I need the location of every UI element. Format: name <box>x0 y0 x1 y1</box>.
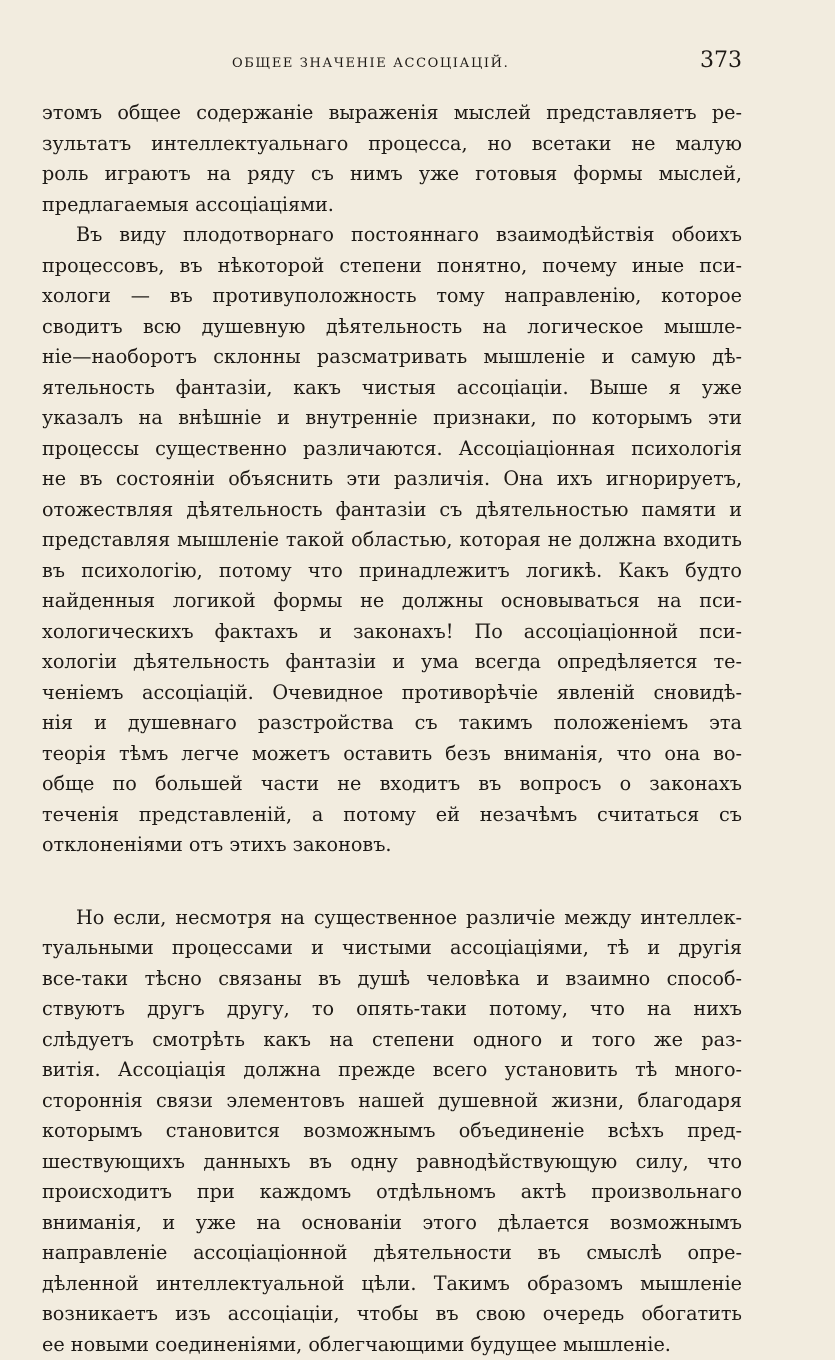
paragraph <box>42 903 742 1360</box>
text-line: отожествляя дѣятельность фантазіи съ дѣятельностью памяти и <box>42 495 742 526</box>
text-line: зультатъ интеллектуальнаго процесса, но всетаки не малую <box>42 129 742 160</box>
text-line: происходитъ при каждомъ отдѣльномъ актѣ произвольнаго <box>42 1177 742 1208</box>
text-line: этомъ общее содержаніе выраженія мыслей представляетъ ре- <box>42 98 742 129</box>
text-line: нія и душевнаго разстройства съ такимъ положеніемъ эта <box>42 708 742 739</box>
text-line: ніе—наоборотъ склонны разсматривать мышленіе и самую дѣ- <box>42 342 742 373</box>
text-line: витія. Ассоціація должна прежде всего установить тѣ много- <box>42 1055 742 1086</box>
text-line: хологическихъ фактахъ и законахъ! По ассоціаціонной пси- <box>42 617 742 648</box>
text-line: обще по большей части не входитъ въ вопросъ о законахъ <box>42 769 742 800</box>
text-line: не въ состояніи объяснить эти различія. Она ихъ игнорируетъ, <box>42 464 742 495</box>
text-line: Въ виду плодотворнаго постояннаго взаимодѣйствія обоихъ <box>42 220 742 251</box>
text-line: дѣленной интеллектуальной цѣли. Такимъ образомъ мышленіе <box>42 1269 742 1300</box>
paragraph <box>42 98 742 220</box>
text-line: вниманія, и уже на основаніи этого дѣлается возможнымъ <box>42 1208 742 1239</box>
text-line: указалъ на внѣшніе и внутренніе признаки, по которымъ эти <box>42 403 742 434</box>
text-line: стороннія связи элементовъ нашей душевной жизни, благодаря <box>42 1086 742 1117</box>
text-line: найденныя логикой формы не должны основываться на пси- <box>42 586 742 617</box>
text-line: предлагаемыя ассоціаціями. <box>42 190 742 221</box>
running-head: ОБЩЕЕ ЗНАЧЕНІЕ АССОЦІАЦІЙ. <box>232 56 509 71</box>
text-line: представляя мышленіе такой областью, которая не должна входить <box>42 525 742 556</box>
page-number: 373 <box>700 48 742 73</box>
text-line: ятельность фантазіи, какъ чистыя ассоціаціи. Выше я уже <box>42 373 742 404</box>
body-text <box>42 98 742 1360</box>
text-line: возникаетъ изъ ассоціаціи, чтобы въ свою очередь обогатить <box>42 1299 742 1330</box>
text-line: въ психологію, потому что принадлежитъ логикѣ. Какъ будто <box>42 556 742 587</box>
page-header <box>42 46 742 80</box>
text-line: ченіемъ ассоціацій. Очевидное противорѣчіе явленій сновидѣ- <box>42 678 742 709</box>
text-line: процессовъ, въ нѣкоторой степени понятно, почему иные пси- <box>42 251 742 282</box>
text-line: процессы существенно различаются. Ассоціаціонная психологія <box>42 434 742 465</box>
text-line: направленіе ассоціаціонной дѣятельности въ смыслѣ опре- <box>42 1238 742 1269</box>
text-line: сводитъ всю душевную дѣятельность на логическое мышле- <box>42 312 742 343</box>
text-line: отклоненіями отъ этихъ законовъ. <box>42 830 742 861</box>
text-line: хологіи дѣятельность фантазіи и ума всегда опредѣляется те- <box>42 647 742 678</box>
paragraph-gap <box>42 861 742 903</box>
text-line: слѣдуетъ смотрѣть какъ на степени одного и того же раз- <box>42 1025 742 1056</box>
paragraph <box>42 220 742 861</box>
text-line: все-таки тѣсно связаны въ душѣ человѣка и взаимно способ- <box>42 964 742 995</box>
text-line: теорія тѣмъ легче можетъ оставить безъ вниманія, что она во- <box>42 739 742 770</box>
text-line: Но если, несмотря на существенное различіе между интеллек- <box>42 903 742 934</box>
text-line: которымъ становится возможнымъ объединеніе всѣхъ пред- <box>42 1116 742 1147</box>
text-line: ее новыми соединеніями, облегчающими будущее мышленіе. <box>42 1330 742 1360</box>
text-line: туальными процессами и чистыми ассоціаціями, тѣ и другія <box>42 933 742 964</box>
text-line: хологи — въ противуположность тому направленію, которое <box>42 281 742 312</box>
text-line: ствуютъ другъ другу, то опять-таки потому, что на нихъ <box>42 994 742 1025</box>
text-line: теченія представленій, а потому ей незачѣмъ считаться съ <box>42 800 742 831</box>
text-line: шествующихъ данныхъ въ одну равнодѣйствующую силу, что <box>42 1147 742 1178</box>
text-line: роль играютъ на ряду съ нимъ уже готовыя формы мыслей, <box>42 159 742 190</box>
